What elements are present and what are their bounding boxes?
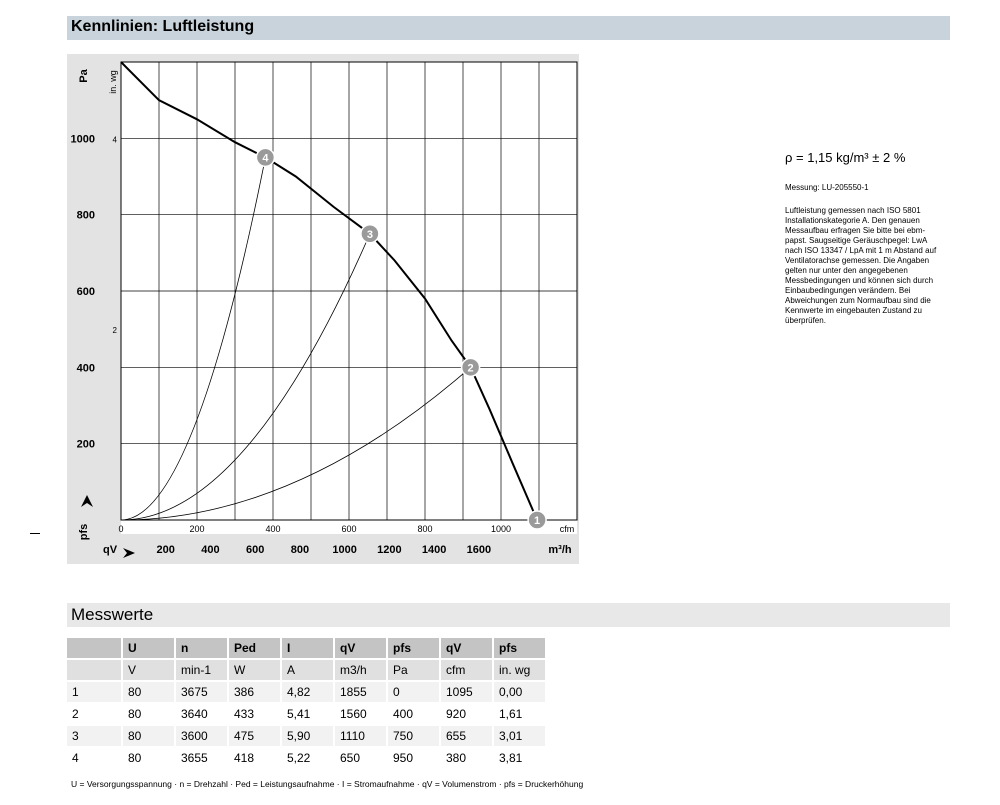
y-tick-label: 1000 — [70, 133, 95, 146]
table-cell: 5,41 — [282, 704, 335, 726]
note-line: Installationskategorie A. Den genauen — [785, 216, 920, 225]
note-line: papst. Saugseitige Geräuschpegel: LwA — [785, 236, 928, 245]
table-cell: I — [282, 638, 335, 660]
section-header-messwerte — [67, 603, 950, 627]
x-tick-label: 1000 — [490, 524, 512, 534]
table-cell: 3640 — [176, 704, 229, 726]
x-tick-label-secondary: 1200 — [377, 544, 402, 556]
table-cell: 418 — [229, 748, 282, 770]
note-line: Messbedingungen und können sich durch — [785, 276, 934, 285]
table-cell: n — [176, 638, 229, 660]
table-cell: 2 — [67, 704, 123, 726]
table-cell: 80 — [123, 682, 176, 704]
y-tick-label-secondary: 2 — [112, 325, 117, 335]
x-unit-label-secondary: m³/h — [548, 544, 572, 556]
x-tick-label: 800 — [417, 524, 433, 534]
table-unit-row — [67, 660, 547, 682]
y-tick-label: 600 — [76, 286, 95, 298]
table-legend: U = Versorgungsspannung · n = Drehzahl · Ped = Leistungsaufnahme · I = Stromaufnahme · qV = Volumenstrom · pfs = Druckerhöhung — [71, 779, 584, 789]
table-cell: 380 — [441, 748, 494, 770]
measurement-id-text: Messung: LU-205550-1 — [785, 183, 869, 192]
table-cell: 3 — [67, 726, 123, 748]
table-cell: m3/h — [335, 660, 388, 682]
table-cell: min-1 — [176, 660, 229, 682]
table-cell: 80 — [123, 726, 176, 748]
table-cell: 80 — [123, 704, 176, 726]
operating-point-label: 4 — [262, 152, 269, 165]
measured-values-table — [67, 638, 547, 770]
table-cell — [67, 638, 123, 660]
table-cell: pfs — [494, 638, 547, 660]
measurement-note — [785, 206, 955, 326]
table-cell: Ped — [229, 638, 282, 660]
table-row — [67, 704, 547, 726]
note-line: Einbaubedingungen verändern. Bei — [785, 286, 911, 295]
table-row — [67, 748, 547, 770]
operating-point-label: 1 — [534, 515, 541, 527]
table-cell — [67, 660, 123, 682]
x-tick-label-secondary: 1400 — [421, 544, 447, 556]
note-line: gelten nur unter den angegebenen — [785, 266, 908, 275]
table-cell: 0,00 — [494, 682, 547, 704]
table-cell: 650 — [335, 748, 388, 770]
table-cell: Pa — [388, 660, 441, 682]
table-row — [67, 726, 547, 748]
table-cell: pfs — [388, 638, 441, 660]
table-cell: 920 — [441, 704, 494, 726]
table-cell: 1095 — [441, 682, 494, 704]
table-cell: 433 — [229, 704, 282, 726]
table-cell: 1,61 — [494, 704, 547, 726]
x-tick-label: 600 — [341, 524, 357, 534]
air-performance-chart — [67, 54, 579, 564]
table-cell: 3,81 — [494, 748, 547, 770]
table-cell: 4,82 — [282, 682, 335, 704]
table-cell: 1560 — [335, 704, 388, 726]
table-cell: 4 — [67, 748, 123, 770]
x-tick-label-secondary: 1000 — [332, 544, 357, 556]
table-cell: 3655 — [176, 748, 229, 770]
table-cell: 1855 — [335, 682, 388, 704]
y-tick-label: 400 — [76, 362, 95, 375]
y-tick-label: 800 — [76, 209, 95, 222]
chart-canvas — [67, 54, 579, 564]
y-tick-label-secondary: 4 — [112, 135, 117, 145]
operating-point-label: 3 — [366, 228, 373, 241]
table-cell: 655 — [441, 726, 494, 748]
table-cell: W — [229, 660, 282, 682]
table-row — [67, 682, 547, 704]
table-cell: qV — [441, 638, 494, 660]
y-unit-label-secondary: in. wg — [108, 70, 118, 94]
table-cell: 3675 — [176, 682, 229, 704]
table-cell: cfm — [441, 660, 494, 682]
table-cell: 5,22 — [282, 748, 335, 770]
table-cell: 0 — [388, 682, 441, 704]
table-cell: U — [123, 638, 176, 660]
x-unit-label: cfm — [559, 524, 575, 534]
x-tick-label-secondary: 800 — [290, 544, 310, 556]
operating-point-label: 2 — [467, 362, 474, 375]
x-tick-label: 400 — [265, 524, 281, 534]
x-tick-label-secondary: 600 — [246, 544, 265, 556]
table-cell: 400 — [388, 704, 441, 726]
table-cell: 1110 — [335, 726, 388, 748]
page-mark — [30, 533, 40, 534]
note-line: Messaufbau erfragen Sie bitte bei ebm- — [785, 226, 926, 235]
table-cell: qV — [335, 638, 388, 660]
table-header-row — [67, 638, 547, 660]
note-line: Abweichungen zum Normaufbau sind die — [785, 296, 931, 305]
table-cell: V — [123, 660, 176, 682]
x-tick-label-secondary: 400 — [201, 544, 220, 556]
table-cell: A — [282, 660, 335, 682]
x-tick-label-secondary: 1600 — [466, 544, 492, 556]
note-line: Kennwerte im eingebauten Zustand zu — [785, 306, 922, 315]
x-tick-label-secondary: 200 — [156, 544, 175, 556]
section-title-kennlinien: Kennlinien: Luftleistung — [71, 18, 255, 35]
note-line: Luftleistung gemessen nach ISO 5801 — [785, 206, 921, 215]
x-tick-label: 0 — [118, 524, 124, 534]
air-density-text: ρ = 1,15 kg/m³ ± 2 % — [785, 150, 906, 165]
x-axis-label: qV — [103, 544, 118, 556]
table-cell: 5,90 — [282, 726, 335, 748]
section-header-kennlinien — [67, 16, 950, 40]
section-title-messwerte: Messwerte — [71, 605, 154, 624]
table-cell: 386 — [229, 682, 282, 704]
table-cell: 750 — [388, 726, 441, 748]
note-line: überprüfen. — [785, 316, 826, 325]
table-cell: in. wg — [494, 660, 547, 682]
x-tick-label: 200 — [189, 524, 205, 534]
table-cell: 3600 — [176, 726, 229, 748]
y-axis-label: pfs — [78, 523, 90, 541]
note-line: Ventilatorachse gemessen. Die Angaben — [785, 256, 930, 265]
table-cell: 950 — [388, 748, 441, 770]
table-cell: 3,01 — [494, 726, 547, 748]
y-tick-label: 200 — [76, 438, 95, 451]
note-line: nach ISO 13347 / LpA mit 1 m Abstand auf — [785, 246, 937, 255]
table-cell: 80 — [123, 748, 176, 770]
y-unit-label: Pa — [78, 69, 90, 83]
table-cell: 475 — [229, 726, 282, 748]
table-cell: 1 — [67, 682, 123, 704]
